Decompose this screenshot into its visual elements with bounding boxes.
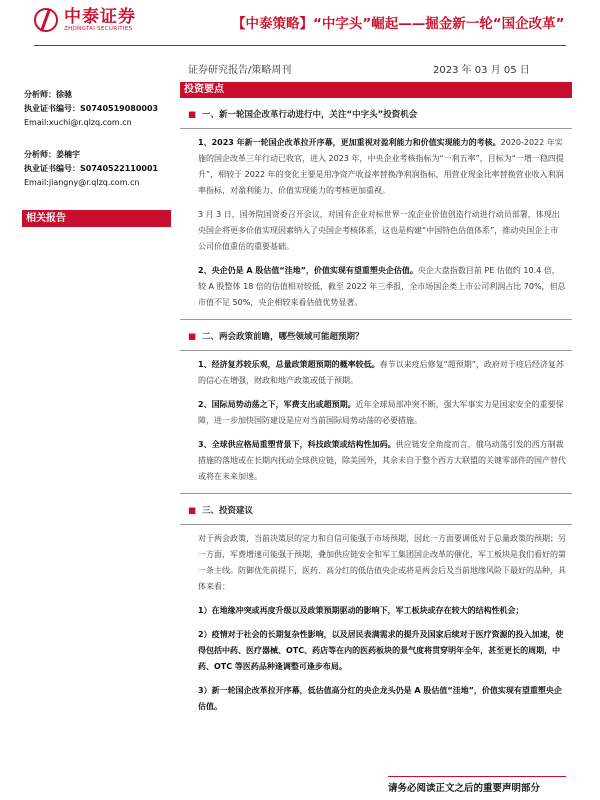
section-heading: ■ 三、投资建议 xyxy=(180,493,572,525)
analyst-email[interactable]: Email:xuchi@r.qlzq.com.cn xyxy=(24,118,132,127)
brand-name-cn: 中泰证券 xyxy=(64,7,136,27)
paragraph: 对于两会政策，当前决策层的定力和自信可能强于市场预期，因此一方面要调低对于总量政策的预期；另一方面，军费增速可能强于预期，叠加供应链安全和军工集团国企改革的催化，军工板块是我们看好的第一条主线。防御优先前提下，医药、高分红的低估值央企或将是两会后及当前地缘风险下最好的品种，具体来看： xyxy=(198,534,566,591)
paragraph: 2、央企仍是 A 股估值“洼地”，价值实现有望重塑央企估值。央企大盘指数目前 PE 估值约 10.4 倍，较 A 股整体 18 倍的估值相对较低，截至 2022 年三季报，全市场国企类上市公司利润占比 70%，但总市值不足 50%，央企相较来看估值优势显著。 xyxy=(198,266,566,307)
paragraph: 3）新一轮国企改革拉开序幕，低估值高分红的央企龙头仍是 A 股估值“洼地”，价值实现有望重塑央企估值。 xyxy=(198,686,562,711)
section-heading: ■ 一、新一轮国企改革行动进行中，关注“中字头”投资机会 xyxy=(180,98,572,129)
brand-emblem-icon xyxy=(34,8,58,32)
analyst-email[interactable]: Email:jiangny@r.qlzq.com.cn xyxy=(24,178,140,187)
analyst-sidebar xyxy=(24,88,174,190)
square-bullet-icon: ■ xyxy=(188,110,197,120)
key-points-header: 投资要点 xyxy=(180,82,572,98)
paragraph: 1）在地缘冲突或再度升级以及政策预期驱动的影响下，军工板块或存在较大的结构性机会； xyxy=(198,606,524,615)
paragraph: 2、国际局势动荡之下，军费支出或超预期。近年全球局部冲突不断，强大军事实力是国家安全的重要保障，进一步加快国防建设是应对当前国际局势动荡的必要措施。 xyxy=(198,400,564,425)
paragraph: 3 月 3 日，国务院国资委召开会议，对国有企业对标世界一流企业价值创造行动进行动员部署，体现出央国企将更多价值实现因素纳入了央国企考核体系，这也是构建“中国特色估值体系”，推动央国企上市公司价值重估的重要基础。 xyxy=(198,210,560,251)
paragraph: 1、2023 年新一轮国企改革拉开序幕，更加重视对盈利能力和价值实现能力的考核。2020-2022 年实施的国企改革三年行动已收官，进入 2023 年，中央企业考核指标为“一利五率”，目标为“一增一稳四提升”，相较于 2022 年的变化主要是用净资产收益率替换净利润指标，用营业现金比率替换营业收入利润率指标，对盈利能力、价值实现能力的考核更加重视。 xyxy=(198,138,564,195)
report-title: 【中泰策略】“中字头”崛起——掘金新一轮“国企改革” xyxy=(232,16,565,32)
related-reports-header: 相关报告 xyxy=(22,210,171,227)
brand-logo xyxy=(34,8,136,32)
analyst-name: 分析师：姜楠宇 xyxy=(24,150,80,159)
brand-name-en: ZHONGTAI SECURITIES xyxy=(64,26,133,32)
paragraph: 2）疫情对于社会的长期复杂性影响，以及居民表满需求的提升及国家后续对于医疗资源的投入加速，使得包括中药、医疗器械、OTC、药店等在内的医药板块的景气度将贯穿明年全年，甚至更长的周期，中药、OTC 等医药品种逢调整可逢步布局。 xyxy=(198,630,564,671)
report-date: 2023 年 03 月 05 日 xyxy=(433,65,530,76)
main-content xyxy=(180,82,572,723)
analyst-cert: 执业证书编号：S0740519080003 xyxy=(24,104,159,113)
section-heading: ■ 二、两会政策前瞻，哪些领域可能超预期？ xyxy=(180,319,572,351)
paragraph: 1、经济复苏较乐观，总量政策超预期的概率较低。春节以来疫后修复“超预期”，政府对于疫后经济复苏的信心在增强，财政和地产政策或低于预期。 xyxy=(198,360,564,385)
analyst-name: 分析师：徐驰 xyxy=(24,90,72,99)
square-bullet-icon: ■ xyxy=(188,332,197,342)
square-bullet-icon: ■ xyxy=(188,506,197,516)
footer-divider xyxy=(388,776,566,777)
report-type: 证券研究报告/策略周刊 xyxy=(188,65,292,76)
footer-disclaimer: 请务必阅读正文之后的重要声明部分 xyxy=(388,783,541,794)
header-divider xyxy=(34,45,566,46)
analyst-cert: 执业证书编号：S0740522110001 xyxy=(24,164,159,173)
paragraph: 3、全球供应格局重塑背景下，科技政策或结构性加码。供应链安全角度而言，俄乌动荡引发的西方制裁措施的落地或在长期内抚动全球供应链，除美国外，其余未自于整个西方大联盟的关键零部件的国产替代或将在未来加速。 xyxy=(198,440,566,481)
